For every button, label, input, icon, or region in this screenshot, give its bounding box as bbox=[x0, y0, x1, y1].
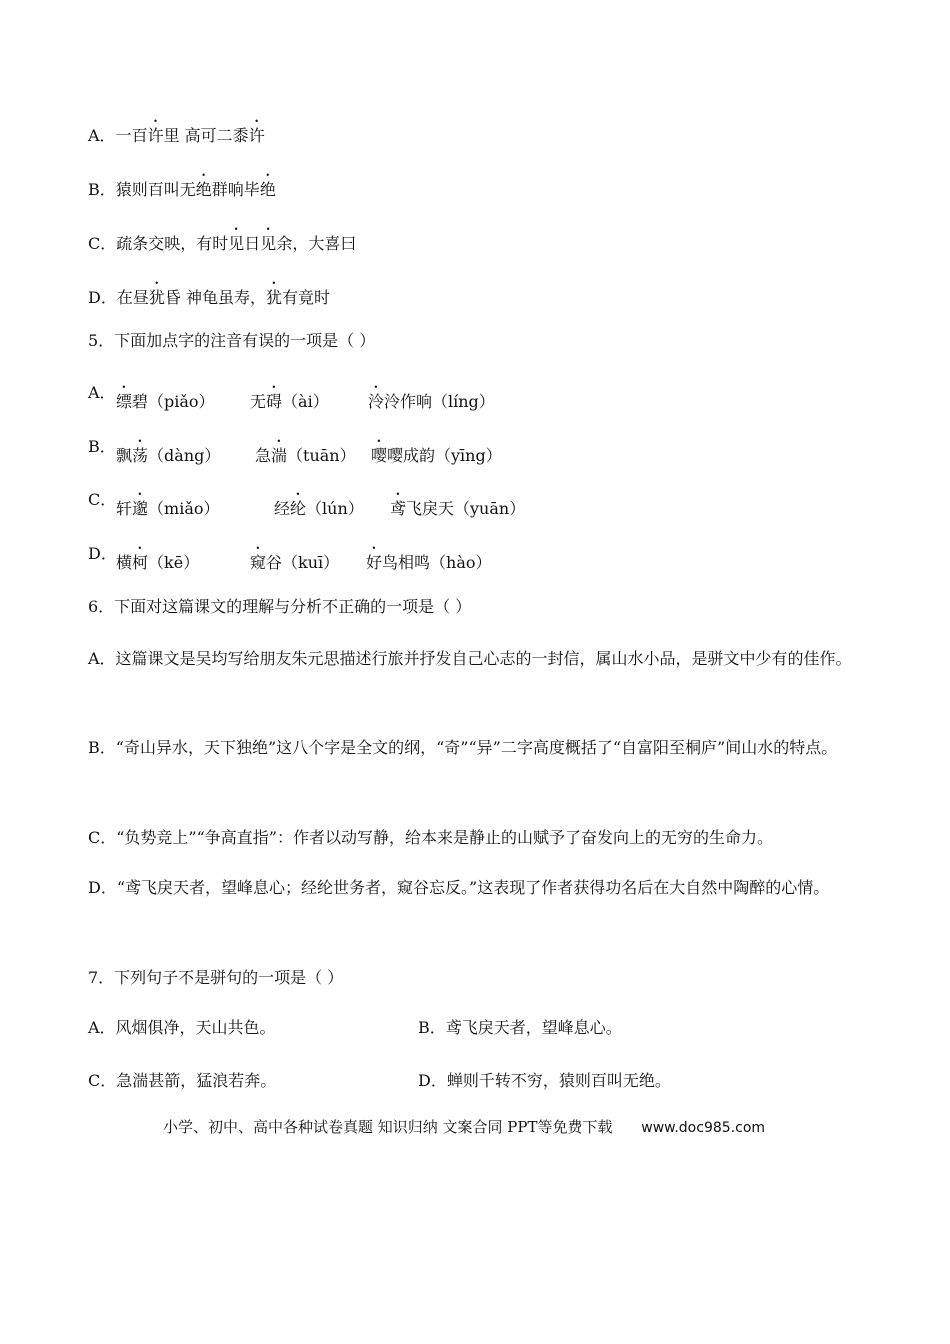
emphasized-char: 见 bbox=[260, 234, 277, 253]
pinyin-item bbox=[371, 437, 502, 466]
text-segment: （dàng） bbox=[148, 446, 221, 465]
text-segment: 轩 bbox=[116, 499, 133, 518]
text-segment: 群响毕 bbox=[211, 180, 260, 199]
emphasized-char: 犹 bbox=[265, 288, 282, 307]
text-segment: 飘 bbox=[116, 446, 133, 465]
text-segment: 余，大喜曰 bbox=[276, 234, 357, 253]
question-7-option-a: A．风烟俱净，天山共色。 bbox=[88, 1018, 276, 1037]
pinyin-item bbox=[250, 544, 339, 573]
question-6-option-d: D．“鸢飞戾天者，望峰息心；经纶世务者，窥谷忘反。”这表现了作者获得功名后在大自然中陶醉的心情。 bbox=[88, 878, 830, 897]
pinyin-item bbox=[250, 383, 329, 412]
emphasized-char: 嘤 bbox=[371, 446, 388, 465]
pinyin-item bbox=[390, 490, 525, 519]
emphasized-char: 绝 bbox=[259, 180, 276, 199]
text-segment: 日 bbox=[244, 234, 261, 253]
emphasized-char: 荡 bbox=[132, 446, 149, 465]
question-6-option-c: C．“负势竞上”“争高直指”：作者以动写静，给本来是静止的山赋予了奋发向上的无穷的生命力。 bbox=[88, 828, 773, 847]
text-segment: （kē） bbox=[148, 553, 200, 572]
text-segment: 泠作响（líng） bbox=[384, 392, 495, 411]
emphasized-char: 湍 bbox=[271, 446, 288, 465]
question-6-option-a: A．这篇课文是吴均写给朋友朱元思描述行旅并抒发自己心志的一封信，属山水小品，是骈文中少有的佳作。 bbox=[88, 649, 852, 668]
emphasized-char: 窥 bbox=[250, 553, 267, 572]
text-segment: 里 高可二黍 bbox=[163, 126, 249, 145]
emphasized-char: 柯 bbox=[132, 553, 149, 572]
text-segment: 鸟相鸣（hào） bbox=[382, 553, 492, 572]
emphasized-char: 好 bbox=[366, 553, 383, 572]
emphasized-char: 许 bbox=[147, 126, 164, 145]
emphasized-char: 邈 bbox=[132, 499, 149, 518]
text-segment: 飞戾天（yuān） bbox=[406, 499, 526, 518]
question-5-option bbox=[88, 437, 502, 465]
text-segment: （miǎo） bbox=[148, 499, 220, 518]
question-5-option bbox=[88, 383, 495, 411]
text-segment: 急 bbox=[255, 446, 272, 465]
text-segment: 有竟时 bbox=[281, 288, 330, 307]
question-4-option bbox=[88, 117, 265, 146]
text-segment: 横 bbox=[116, 553, 133, 572]
question-5-option bbox=[88, 544, 492, 572]
emphasized-char: 绝 bbox=[195, 180, 212, 199]
text-segment: 碧（piǎo） bbox=[132, 392, 215, 411]
pinyin-item bbox=[116, 544, 199, 573]
emphasized-char: 纶 bbox=[290, 499, 307, 518]
pinyin-item bbox=[116, 437, 220, 466]
question-7-title: 7．下列句子不是骈句的一项是（ ） bbox=[88, 968, 344, 987]
emphasized-char: 犹 bbox=[148, 288, 165, 307]
text-segment: 经 bbox=[274, 499, 291, 518]
emphasized-char: 见 bbox=[228, 234, 245, 253]
footer bbox=[163, 1116, 765, 1137]
option-label: C． bbox=[88, 490, 117, 509]
pinyin-item bbox=[116, 490, 220, 519]
question-7-option-d: D．蝉则千转不穷，猿则百叫无绝。 bbox=[418, 1071, 671, 1090]
text-segment: 谷（kuī） bbox=[266, 553, 340, 572]
pinyin-item bbox=[366, 544, 492, 573]
option-label: B． bbox=[88, 180, 116, 199]
emphasized-char: 泠 bbox=[368, 392, 385, 411]
question-4-option bbox=[88, 171, 276, 200]
text-segment: （tuān） bbox=[287, 446, 356, 465]
question-5-option bbox=[88, 490, 526, 518]
pinyin-item bbox=[116, 383, 215, 412]
text-segment: 猿则百叫无 bbox=[115, 180, 196, 199]
text-segment: 疏条交映，有时 bbox=[116, 234, 229, 253]
pinyin-item bbox=[255, 437, 356, 466]
emphasized-char: 缥 bbox=[116, 392, 133, 411]
pinyin-item bbox=[368, 383, 495, 412]
option-label: C． bbox=[88, 234, 117, 253]
option-label: A． bbox=[88, 126, 116, 145]
question-6-option-b: B．“奇山异水，天下独绝”这八个字是全文的纲，“奇”“异”二字高度概括了“自富阳至桐庐”间山水的特点。 bbox=[88, 738, 838, 757]
text-segment: 嘤成韵（yīng） bbox=[387, 446, 502, 465]
emphasized-char: 碍 bbox=[266, 392, 283, 411]
text-segment: （lún） bbox=[306, 499, 364, 518]
emphasized-char: 鸢 bbox=[390, 499, 407, 518]
text-segment: 在昼 bbox=[116, 288, 149, 307]
question-4-option bbox=[88, 279, 330, 308]
question-5-title: 5．下面加点字的注音有误的一项是（ ） bbox=[88, 331, 376, 350]
text-segment: 一百 bbox=[115, 126, 148, 145]
option-label: D． bbox=[88, 288, 117, 307]
text-segment: 昏 神龟虽寿， bbox=[164, 288, 266, 307]
text-segment: （ài） bbox=[282, 392, 329, 411]
question-7-option-c: C．急湍甚箭，猛浪若奔。 bbox=[88, 1071, 277, 1090]
pinyin-item bbox=[274, 490, 364, 519]
option-label: A． bbox=[88, 383, 116, 402]
footer-text: 小学、初中、高中各种试卷真题 知识归纳 文案合同 PPT等免费下载 bbox=[163, 1118, 613, 1136]
question-4-option bbox=[88, 225, 356, 254]
emphasized-char: 许 bbox=[248, 126, 265, 145]
text-segment: 无 bbox=[250, 392, 267, 411]
option-label: B． bbox=[88, 437, 116, 456]
option-label: D． bbox=[88, 544, 117, 563]
question-6-title: 6．下面对这篇课文的理解与分析不正确的一项是（ ） bbox=[88, 597, 472, 616]
footer-url[interactable]: www.doc985.com bbox=[641, 1120, 766, 1136]
question-7-option-b: B．鸢飞戾天者，望峰息心。 bbox=[418, 1018, 622, 1037]
